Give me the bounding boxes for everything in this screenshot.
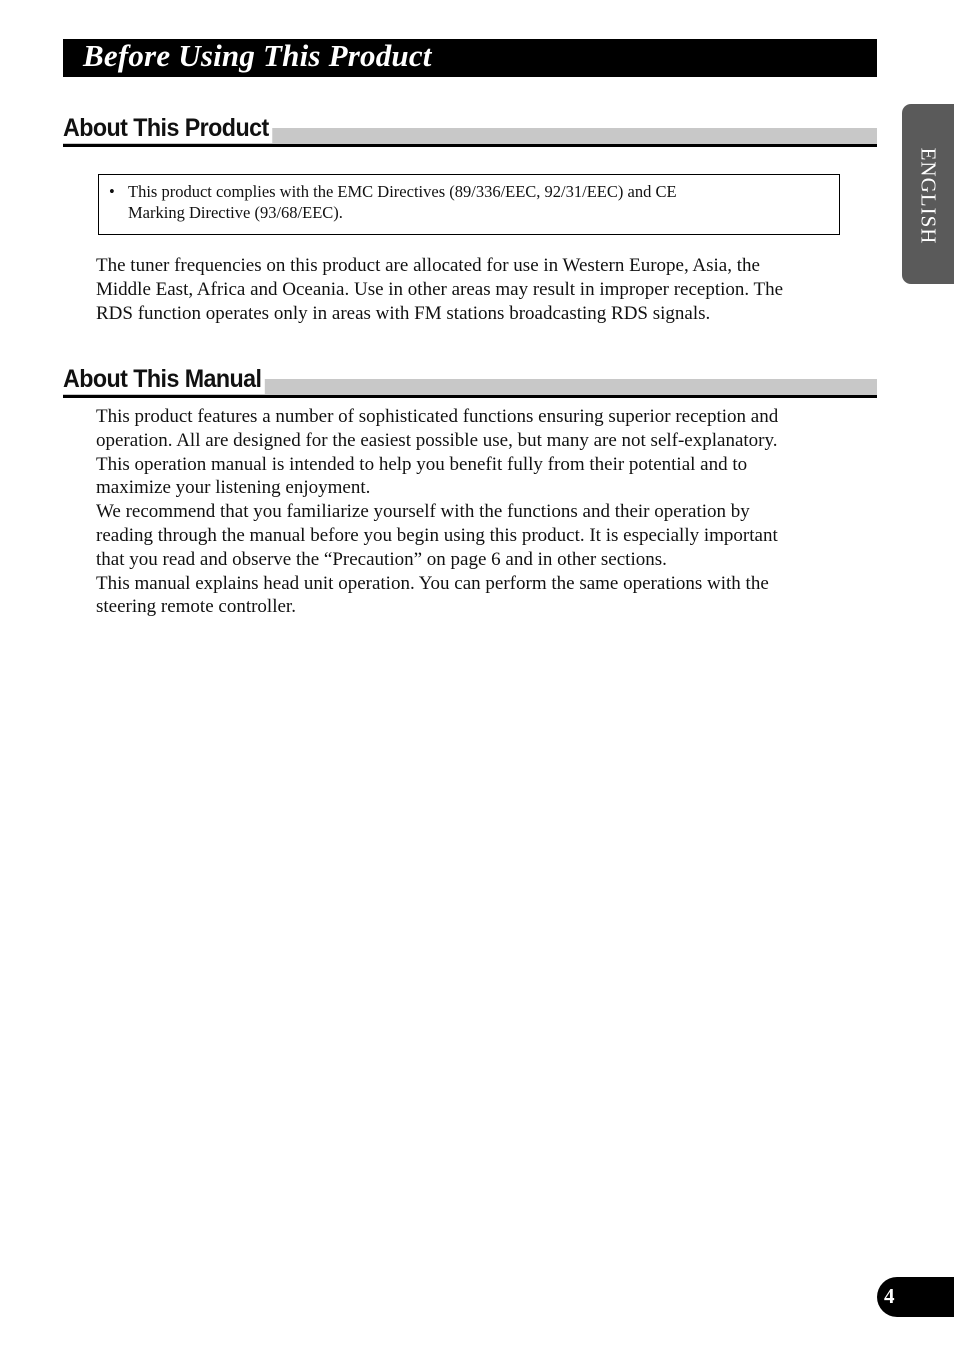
text-line: reading through the manual before you begin using this product. It is especially important: [96, 524, 778, 546]
compliance-note-box: [98, 174, 840, 235]
page-number-tab: [877, 1277, 954, 1317]
page-title: Before Using This Product: [83, 38, 432, 73]
text-line: that you read and observe the “Precaution” on page 6 and in other sections.: [96, 548, 667, 570]
text-line: steering remote controller.: [96, 596, 296, 618]
language-tab-label: ENGLISH: [916, 147, 941, 245]
text-line: This manual explains head unit operation. You can perform the same operations with the: [96, 572, 769, 594]
text-line: maximize your listening enjoyment.: [96, 477, 371, 499]
page-title-bar: [63, 39, 877, 77]
text-line: We recommend that you familiarize yourself with the functions and their operation by: [96, 501, 750, 523]
bullet-icon: •: [109, 182, 115, 201]
compliance-note-text: [128, 181, 788, 223]
language-tab: [902, 104, 954, 284]
section-heading-about-manual: [63, 364, 877, 398]
text-line: operation. All are designed for the easiest possible use, but many are not self-explanatory.: [96, 429, 778, 451]
heading-rule: [63, 395, 877, 398]
note-line: Marking Directive (93/68/EEC).: [128, 203, 343, 222]
note-line: This product complies with the EMC Directives (89/336/EEC, 92/31/EEC) and CE: [128, 182, 677, 201]
page-number: 4: [884, 1284, 895, 1308]
tuner-frequency-paragraph: [96, 254, 848, 325]
section-heading-about-product: [63, 113, 877, 147]
text-line: Middle East, Africa and Oceania. Use in other areas may result in improper reception. The: [96, 278, 784, 300]
manual-paragraph: [96, 405, 848, 619]
text-line: This operation manual is intended to help you benefit fully from their potential and to: [96, 453, 748, 475]
text-line: This product features a number of sophisticated functions ensuring superior reception and: [96, 406, 779, 427]
section-title: About This Manual: [63, 364, 265, 394]
text-line: The tuner frequencies on this product are allocated for use in Western Europe, Asia, the: [96, 255, 760, 276]
section-title: About This Product: [63, 113, 272, 143]
text-line: RDS function operates only in areas with FM stations broadcasting RDS signals.: [96, 302, 711, 324]
heading-rule: [63, 144, 877, 147]
